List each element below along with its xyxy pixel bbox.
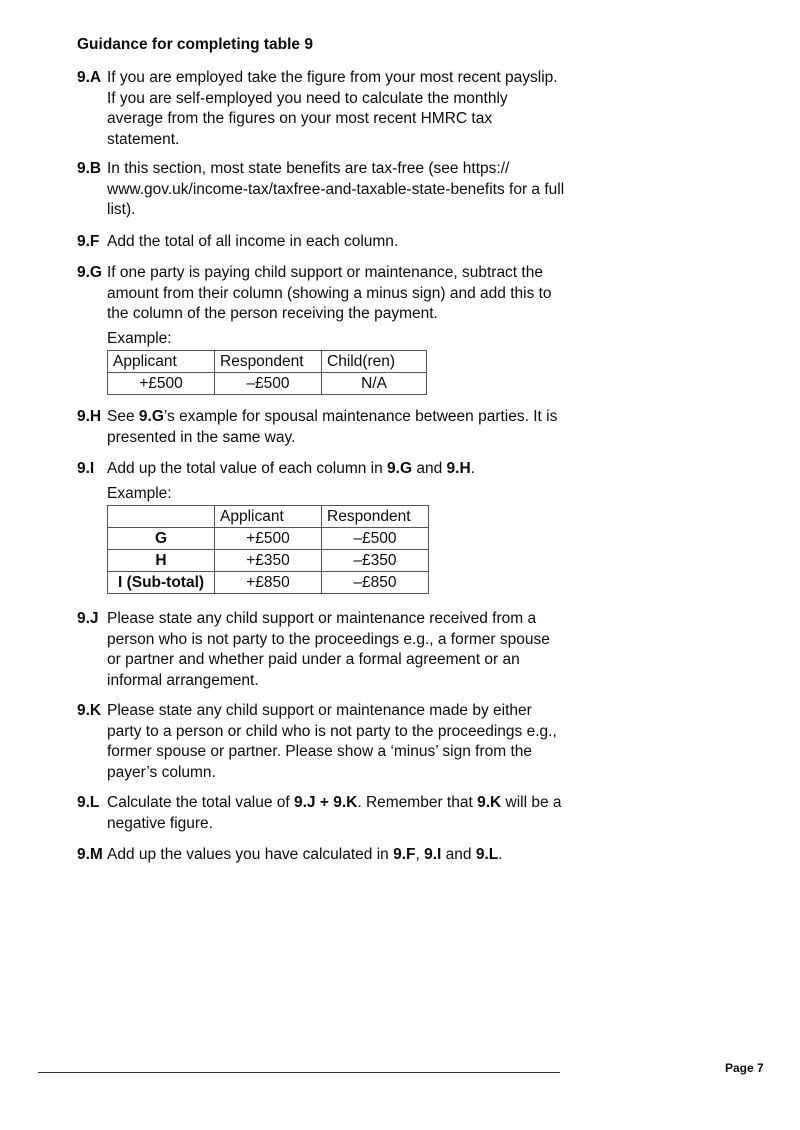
footer-rule [38, 1072, 560, 1073]
item-text: See 9.G’s example for spousal maintenance between parties. It is presented in the same way. [107, 408, 558, 446]
item-code: 9.I [77, 460, 95, 477]
item-text: Please state any child support or maintenance received from a person who is not party to the proceedings e.g., a former spouse or partner and whether paid under a formal agreement or an informal arrangement. [107, 610, 550, 689]
item-code: 9.M [77, 846, 103, 863]
item-reference: 9.G [387, 460, 413, 477]
guidance-item-9f [77, 232, 567, 253]
table-row [108, 572, 429, 594]
table-row-label: H [108, 550, 215, 572]
guidance-item-9l [77, 793, 567, 834]
guidance-item-9m [77, 845, 567, 866]
table-header-cell: Respondent [215, 351, 322, 373]
item-text: Add up the values you have calculated in 9.F, 9.I and 9.L. [107, 846, 503, 863]
item-reference: 9.G [138, 408, 164, 425]
table-cell: +£350 [215, 550, 322, 572]
guidance-item-9i [77, 459, 567, 594]
example-label: Example: [107, 329, 172, 347]
table-header-row [108, 506, 429, 528]
item-code: 9.K [77, 702, 102, 719]
guidance-item-9k [77, 701, 567, 783]
table-header-cell: Applicant [108, 351, 215, 373]
example-table-9i [107, 505, 429, 594]
guidance-item-9g [77, 263, 567, 395]
item-text: Add the total of all income in each column. [107, 233, 399, 250]
example-table-9g [107, 350, 427, 395]
item-reference: 9.H [446, 460, 471, 477]
table-cell: –£500 [322, 528, 429, 550]
item-text: Add up the total value of each column in 9.G and 9.H. [107, 460, 475, 477]
guidance-item-9j [77, 609, 567, 691]
item-reference: 9.I [424, 846, 442, 863]
table-header-cell: Applicant [215, 506, 322, 528]
item-text: Calculate the total value of 9.J + 9.K. Remember that 9.K will be a negative figure. [107, 794, 562, 832]
table-row-label: I (Sub-total) [108, 572, 215, 594]
item-reference: 9.J + 9.K [293, 794, 358, 811]
example-label: Example: [107, 484, 172, 502]
table-header-row [108, 351, 427, 373]
item-reference: 9.F [393, 846, 416, 863]
item-code: 9.A [77, 69, 102, 86]
guidance-item-9b [77, 159, 567, 221]
item-text: If one party is paying child support or maintenance, subtract the amount from their column (showing a minus sign) and add this to the column of the person receiving the payment. [107, 264, 552, 322]
guidance-item-9a [77, 68, 567, 150]
item-reference: 9.K [477, 794, 502, 811]
table-cell: +£850 [215, 572, 322, 594]
item-text: In this section, most state benefits are tax-free (see https:// www.gov.uk/income-tax/taxfree-and-taxable-state-benefits for a full list). [107, 160, 565, 218]
table-cell: N/A [322, 373, 427, 395]
table-header-cell: Child(ren) [322, 351, 427, 373]
guidance-item-9h [77, 407, 567, 448]
table-header-cell [108, 506, 215, 528]
item-code: 9.F [77, 233, 100, 250]
table-cell: –£850 [322, 572, 429, 594]
table-cell: –£500 [215, 373, 322, 395]
item-code: 9.B [77, 160, 102, 177]
table-row-label: G [108, 528, 215, 550]
item-code: 9.J [77, 610, 99, 627]
item-code: 9.L [77, 794, 100, 811]
table-cell: +£500 [108, 373, 215, 395]
table-cell: –£350 [322, 550, 429, 572]
table-row [108, 528, 429, 550]
item-reference: 9.L [475, 846, 499, 863]
item-code: 9.G [77, 264, 102, 281]
table-row [108, 550, 429, 572]
item-code: 9.H [77, 408, 102, 425]
table-header-cell: Respondent [322, 506, 429, 528]
table-row [108, 373, 427, 395]
page-number: Page 7 [725, 1061, 764, 1075]
item-text: If you are employed take the figure from your most recent payslip. If you are self-employed you need to calculate the monthly average from the figures on your most recent HMRC tax statement. [107, 69, 558, 148]
table-cell: +£500 [215, 528, 322, 550]
item-text: Please state any child support or maintenance made by either party to a person or child who is not party to the proceedings e.g., former spouse or partner. Please show a ‘minus’ sign from the payer’s column. [107, 702, 557, 781]
section-heading: Guidance for completing table 9 [77, 36, 313, 53]
